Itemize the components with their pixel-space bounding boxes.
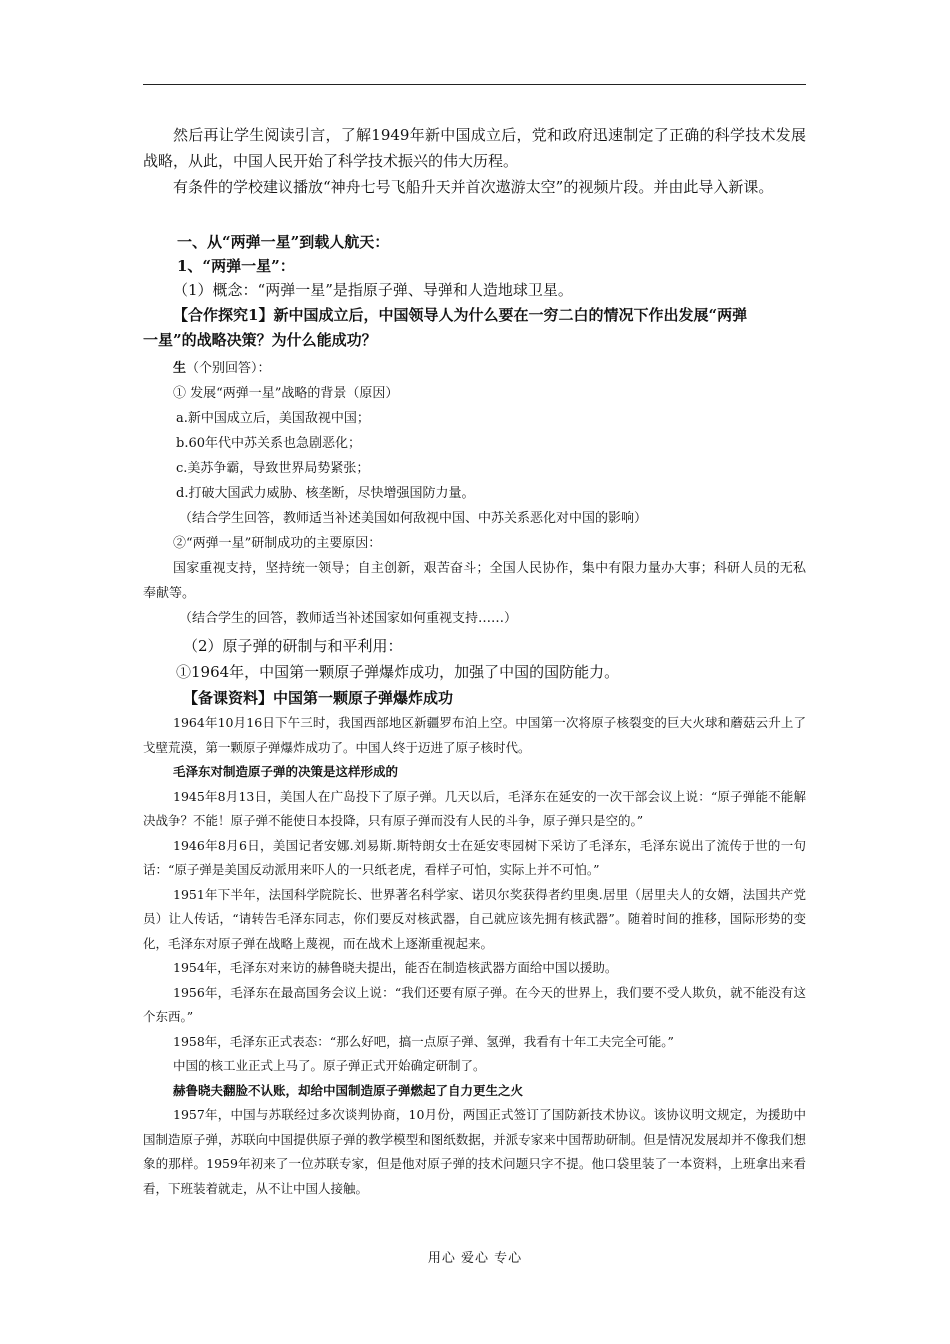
subsection-title-1: 1、“两弹一星”： [177, 257, 295, 275]
success-text: 国家重视支持，坚持统一领导；自主创新，艰苦奋斗；全国人民协作，集中有限力量办大事；科研人员的无私奉献等。 [143, 561, 806, 601]
student-answer-label [143, 356, 806, 381]
student-label: 生 [173, 361, 187, 376]
teacher-note-2: （结合学生的回答，教师适当补述国家如何重视支持……） [179, 611, 518, 626]
concept-line: （1）概念：“两弹一星”是指原子弹、导弹和人造地球卫星。 [173, 281, 573, 299]
resource-paragraph: 中国的核工业正式上马了。原子弹正式开始确定研制了。 [173, 1058, 486, 1073]
reason-item: c.美苏争霸，导致世界局势紧张； [176, 461, 370, 476]
point-1964: ①1964年，中国第一颗原子弹爆炸成功，加强了中国的国防能力。 [176, 663, 620, 681]
intro-paragraph-1: 然后再让学生阅读引言，了解1949年新中国成立后，党和政府迅速制定了正确的科学技术发展战略，从此，中国人民开始了科学技术振兴的伟大历程。 [143, 126, 806, 170]
success-title: ②“两弹一星”研制成功的主要原因： [173, 536, 382, 551]
resource-paragraph: 1956年，毛泽东在最高国务会议上说：“我们还要有原子弹。在今天的世界上，我们要不受人欺负，就不能没有这个东西。” [143, 984, 806, 1024]
subsection-title-2: （2）原子弹的研制与和平利用： [183, 637, 403, 655]
reason-item: d.打破大国武力威胁、核垄断，尽快增强国防力量。 [176, 486, 475, 501]
intro-paragraph-2: 有条件的学校建议播放“神舟七号飞船升天并首次遨游太空”的视频片段。并由此导入新课。 [173, 178, 774, 196]
resource-paragraph: 1946年8月6日，美国记者安娜.刘易斯.斯特朗女士在延安枣园树下采访了毛泽东，毛泽东说出了流传于世的一句话：“原子弹是美国反动派用来吓人的一只纸老虎，看样子可怕，实际上并不可怕。” [143, 837, 806, 877]
resource-paragraph: 1957年，中国与苏联经过多次谈判协商，10月份，两国正式签订了国防新技术协议。该协议明文规定，为援助中国制造原子弹，苏联向中国提供原子弹的教学模型和图纸数据，并派专家来中国帮助研制。但是情况发展却并不像我们想象的那样。1959年初来了一位苏联专家，但是他对原子弹的技术问题只字不提。他口袋里装了一本资料，上班拿出来看看，下班装着就走，从不让中国人接触。 [143, 1107, 806, 1196]
reason-item: b.60年代中苏关系也急剧恶化； [176, 436, 361, 451]
resource-heading-1: 毛泽东对制造原子弹的决策是这样形成的 [173, 764, 399, 779]
reason-title: ① 发展“两弹一星”战略的背景（原因） [173, 386, 399, 401]
resource-paragraph: 1954年，毛泽东对来访的赫鲁晓夫提出，能否在制造核武器方面给中国以援助。 [173, 960, 618, 975]
resource-paragraph: 1964年10月16日下午三时，我国西部地区新疆罗布泊上空。中国第一次将原子核裂变的巨大火球和蘑菇云升上了戈壁荒漠，第一颗原子弹爆炸成功了。中国人终于迈进了原子核时代。 [143, 715, 806, 755]
resource-title: 【备课资料】中国第一颗原子弹爆炸成功 [183, 689, 454, 707]
resource-heading-2: 赫鲁晓夫翻脸不认账，却给中国制造原子弹燃起了自力更生之火 [173, 1082, 524, 1098]
inquiry-question-line-2: 一星”的战略决策？为什么能成功？ [143, 331, 377, 349]
header-rule [143, 84, 806, 85]
student-label-rest: （个别回答）： [186, 361, 271, 376]
reason-item: a.新中国成立后，美国敌视中国； [176, 411, 370, 426]
resource-paragraph: 1945年8月13日，美国人在广岛投下了原子弹。几天以后，毛泽东在延安的一次干部会议上说：“原子弹能不能解决战争？不能！原子弹不能使日本投降，只有原子弹而没有人民的斗争，原子弹只是空的。” [143, 788, 806, 828]
resource-paragraph: 1958年，毛泽东正式表态：“那么好吧，搞一点原子弹、氢弹，我看有十年工夫完全可能。” [173, 1033, 674, 1049]
inquiry-question-line-1: 【合作探究1】新中国成立后，中国领导人为什么要在一穷二白的情况下作出发展“两弹 [173, 306, 748, 324]
resource-paragraph: 1951年下半年，法国科学院院长、世界著名科学家、诺贝尔奖获得者约里奥.居里（居里夫人的女婿，法国共产党员）让人传话，“请转告毛泽东同志，你们要反对核武器，自己就应该先拥有核武器”。随着时间的推移，国际形势的变化，毛泽东对原子弹在战略上蔑视，而在战术上逐渐重视起来。 [143, 886, 806, 951]
page-footer: 用心 爱心 专心 [427, 1251, 523, 1266]
teacher-note-1: （结合学生回答，教师适当补述美国如何敌视中国、中苏关系恶化对中国的影响） [179, 511, 648, 526]
document-body [143, 122, 806, 1201]
section-title: 一、从“两弹一星”到载人航天： [177, 233, 390, 251]
